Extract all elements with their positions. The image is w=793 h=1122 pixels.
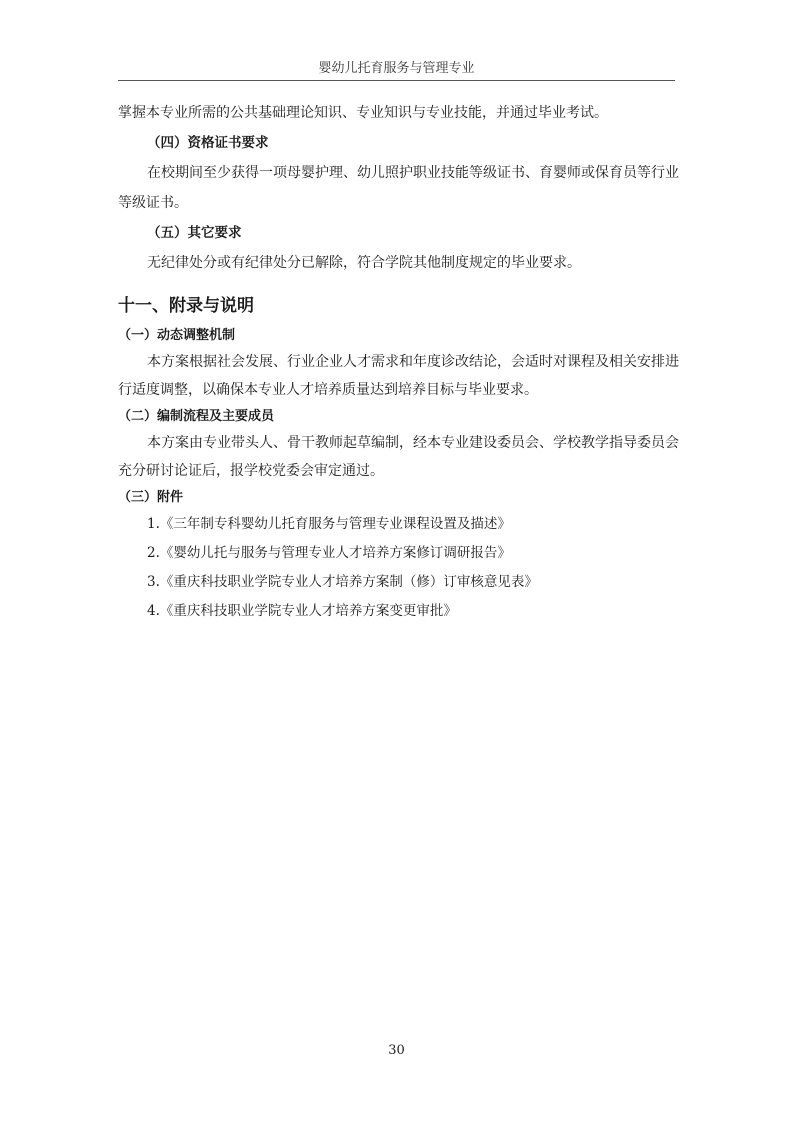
- cert-text-line-1: 在校期间至少获得一项母婴护理、幼儿照护职业技能等级证书、育婴师或保育员等行业: [147, 165, 679, 181]
- dynamic-text-line-1: 本方案根据社会发展、行业企业人才需求和年度诊改结论，会适时对课程及相关安排进: [147, 354, 679, 370]
- page-number: 30: [388, 1043, 405, 1058]
- document-body: [118, 98, 679, 626]
- intro-text-line: 掌握本专业所需的公共基础理论知识、专业知识与专业技能，并通过毕业考试。: [118, 105, 608, 121]
- dynamic-text-line-2: 行适度调整，以确保本专业人才培养质量达到培养目标与毕业要求。: [118, 382, 538, 398]
- attachment-item-3: 3.《重庆科技职业学院专业人才培养方案制（修）订审核意见表》: [147, 574, 538, 590]
- process-text-line-1: 本方案由专业带头人、骨干教师起草编制，经本专业建设委员会、学校教学指导委员会: [147, 435, 679, 451]
- header-divider: [118, 80, 675, 81]
- attachment-item-2: 2.《婴幼儿托与服务与管理专业人才培养方案修订调研报告》: [147, 545, 511, 561]
- attachment-item-4: 4.《重庆科技职业学院专业人才培养方案变更审批》: [147, 603, 457, 619]
- appendix-section-heading: 十一、附录与说明: [118, 296, 254, 316]
- attachments-heading: （三）附件: [118, 490, 184, 505]
- dynamic-adjustment-heading: （一）动态调整机制: [118, 328, 236, 343]
- cert-text-line-2: 等级证书。: [118, 195, 188, 211]
- cert-requirements-heading: （四）资格证书要求: [147, 135, 269, 151]
- page-header-title: 婴幼儿托育服务与管理专业: [318, 61, 475, 76]
- other-text-line-1: 无纪律处分或有纪律处分已解除，符合学院其他制度规定的毕业要求。: [147, 255, 581, 271]
- other-requirements-heading: （五）其它要求: [147, 225, 242, 241]
- process-members-heading: （二）编制流程及主要成员: [118, 409, 275, 424]
- process-text-line-2: 充分研讨论证后，报学校党委会审定通过。: [118, 463, 384, 479]
- attachment-item-1: 1.《三年制专科婴幼儿托育服务与管理专业课程设置及描述》: [147, 516, 511, 532]
